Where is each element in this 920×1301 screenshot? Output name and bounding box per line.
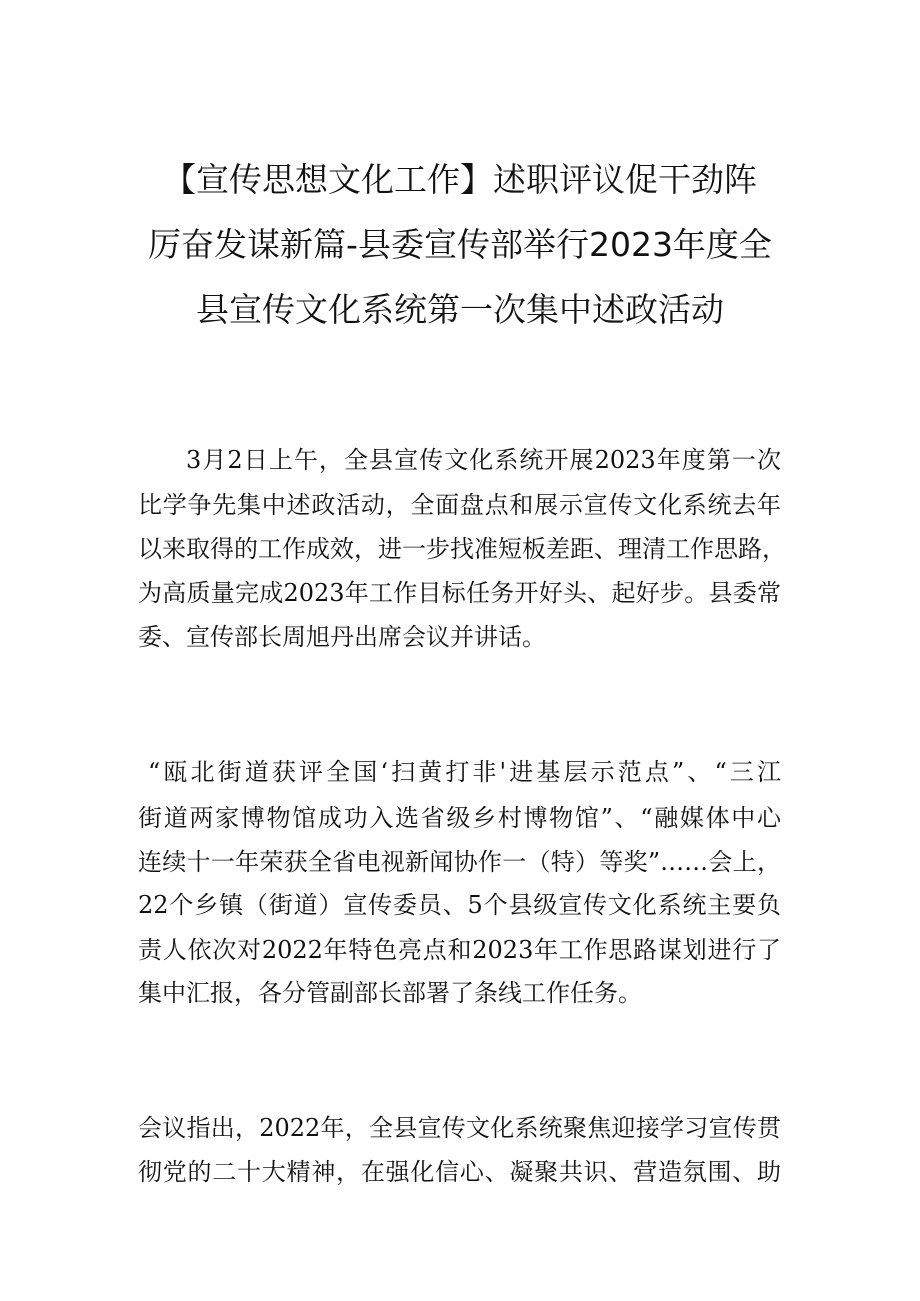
text-line: 彻党的二十大精神，在强化信心、凝聚共识、营造氛围、助 — [138, 1158, 781, 1186]
title-line: 县宣传文化系统第一次集中述政活动 — [196, 290, 724, 329]
text-line: 为高质量完成2023年工作目标任务开好头、起好步。县委常 — [138, 579, 781, 607]
title-line: 【宣传思想文化工作】述职评议促干劲阵 — [163, 160, 757, 199]
text-line: 责人依次对2022年特色亮点和2023年工作思路谋划进行了 — [138, 936, 781, 964]
text-line: 以来取得的工作成效，进一步找准短板差距、理清工作思路， — [138, 535, 786, 563]
text-line: 比学争先集中述政活动，全面盘点和展示宣传文化系统去年 — [138, 491, 781, 519]
text-line: “瓯北街道获评全国‘扫黄打非'进基层示范点”、“三江 — [148, 758, 781, 786]
text-line: 3月2日上午，全县宣传文化系统开展2023年度第一次 — [186, 446, 781, 474]
text-line: 会议指出，2022年，全县宣传文化系统聚焦迎接学习宣传贯 — [138, 1114, 781, 1142]
text-line: 集中汇报，各分管副部长部署了条线工作任务。 — [138, 979, 642, 1007]
text-line: 街道两家博物馆成功入选省级乡村博物馆”、“融媒体中心 — [138, 804, 781, 832]
text-line: 连续十一年荣获全省电视新闻协作一（特）等奖”……会上， — [138, 848, 781, 876]
title-line: 厉奋发谋新篇-县委宣传部举行2023年度全 — [148, 225, 772, 264]
text-line: 委、宣传部长周旭丹出席会议并讲话。 — [138, 623, 546, 651]
text-line: 22个乡镇（街道）宣传委员、5个县级宣传文化系统主要负 — [138, 891, 781, 919]
